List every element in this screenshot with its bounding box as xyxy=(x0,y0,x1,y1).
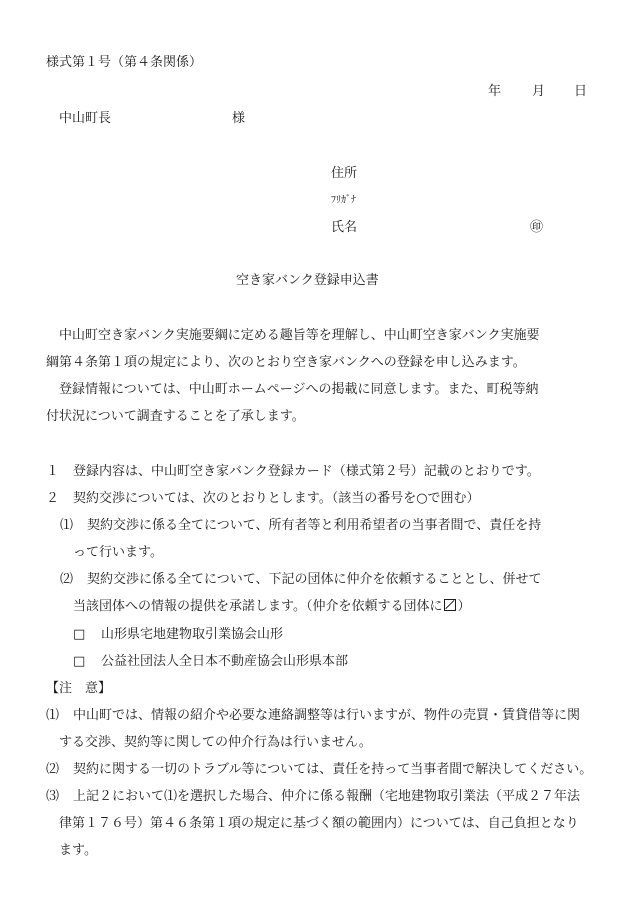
subitem-1-number: ⑴ xyxy=(60,518,74,533)
notes-header: 【注 意】 xyxy=(46,681,112,696)
subitem-2-line2-text: 当該団体への情報の提供を承諾します。（仲介を依頼する団体に xyxy=(73,599,443,614)
note-1-line1: 中山町では、情報の紹介や必要な連絡調整等は行いますが、物件の売買・賃貸借等に関 xyxy=(73,708,581,723)
intro-p1-line1: 中山町空き家バンク実施要綱に定める趣旨等を理解し、中山町空き家バンク実施要 xyxy=(59,328,540,343)
item-2-text: 契約交渉については、次のとおりとします。（該当の番号を○で囲む） xyxy=(73,491,480,506)
option-2-checkbox[interactable]: □ xyxy=(73,654,86,669)
subitem-2-line2-close: ） xyxy=(457,599,471,614)
form-number: 様式第１号（第４条関係） xyxy=(46,55,203,70)
name-label: 氏名 xyxy=(331,220,358,235)
note-3-line1: 上記２において⑴を選択した場合、仲介に係る報酬（宅地建物取引業法（平成２７年法 xyxy=(73,789,581,804)
address-label: 住所 xyxy=(331,166,358,181)
subitem-1-line2: って行います。 xyxy=(73,545,163,560)
intro-p2-line1: 登録情報については、中山町ホームページへの掲載に同意します。また、町税等納 xyxy=(59,382,539,397)
note-3-number: ⑶ xyxy=(46,789,60,804)
item-2-number: ２ xyxy=(46,491,60,506)
addressee-name: 中山町長 xyxy=(59,111,112,126)
item-1-text: 登録内容は、中山町空き家バンク登録カード（様式第２号）記載のとおりです。 xyxy=(73,464,540,479)
option-2-label: 公益社団法人全日本不動産協会山形県本部 xyxy=(101,654,349,669)
option-1-checkbox[interactable]: □ xyxy=(73,627,86,642)
subitem-2-number: ⑵ xyxy=(60,572,74,587)
note-1-line2: する交渉、契約等に関しての仲介行為は行いません。 xyxy=(59,735,372,750)
seal-mark: ㊞ xyxy=(530,220,544,235)
item-1-number: １ xyxy=(46,464,60,479)
furigana-label: ﾌﾘｶﾞﾅ xyxy=(331,195,356,206)
intro-p2-line2: 付状況について調査することを了承します。 xyxy=(46,409,305,424)
addressee-honorific: 様 xyxy=(232,111,246,126)
subitem-2-line2 xyxy=(73,598,470,616)
note-2-line1: 契約に関する一切のトラブル等については、責任を持って当事者間で解決してください。 xyxy=(73,762,593,777)
note-1-number: ⑴ xyxy=(46,708,60,723)
note-3-line3: ます。 xyxy=(59,843,97,858)
note-2-number: ⑵ xyxy=(46,762,60,777)
checked-box-icon xyxy=(444,599,456,611)
document-title: 空き家バンク登録申込書 xyxy=(236,273,379,288)
subitem-1-line1: 契約交渉に係る全てについて、所有者等と利用希望者の当事者間で、責任を持 xyxy=(87,518,542,533)
date-month-label: 月 xyxy=(532,84,546,99)
date-day-label: 日 xyxy=(574,84,588,99)
intro-p1-line2: 綱第４条第１項の規定により、次のとおり空き家バンクへの登録を申し込みます。 xyxy=(46,355,526,370)
subitem-2-line1: 契約交渉に係る全てについて、下記の団体に仲介を依頼することとし、併せて xyxy=(87,572,542,587)
date-year-label: 年 xyxy=(488,84,502,99)
option-1-label: 山形県宅地建物取引業協会山形 xyxy=(101,627,284,642)
note-3-line2: 律第１７６号）第４６条第１項の規定に基づく額の範囲内）については、自己負担となり xyxy=(59,816,579,831)
